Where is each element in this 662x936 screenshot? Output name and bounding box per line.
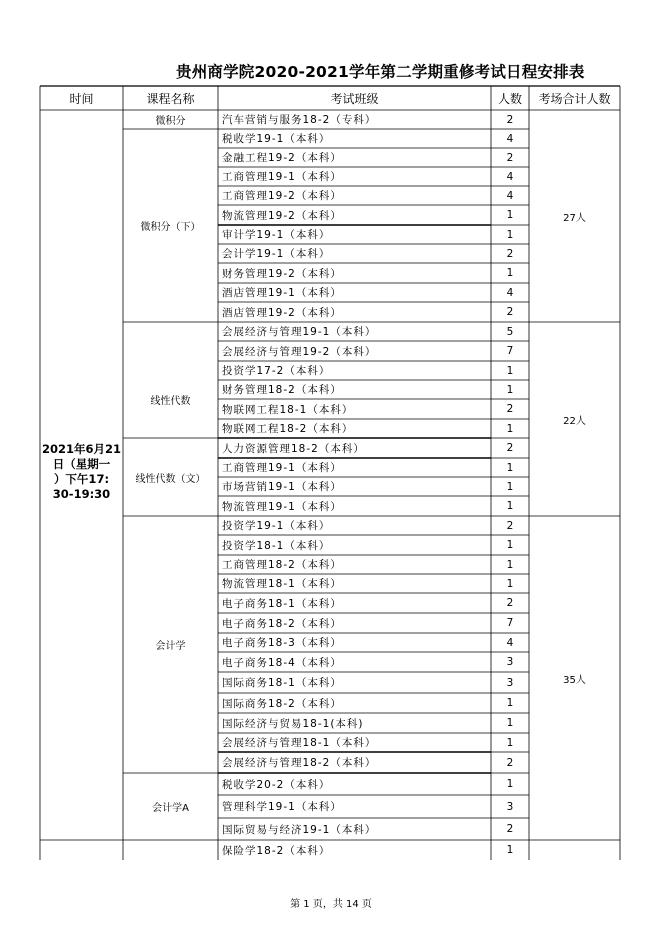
count-cell: 1: [506, 422, 514, 435]
class-cell: 汽车营销与服务18-2（专科）: [222, 114, 377, 126]
page-footer: 第 1 页，共 14 页: [290, 899, 372, 910]
count-cell: 2: [506, 247, 514, 260]
count-cell: 4: [506, 636, 514, 649]
count-cell: 1: [506, 209, 514, 221]
course-name: 会计学: [155, 641, 186, 652]
count-cell: 4: [506, 132, 514, 145]
room-total: 27人: [563, 212, 586, 224]
count-cell: 3: [506, 676, 514, 689]
class-cell: 审计学19-1（本科）: [222, 229, 331, 241]
class-cell: 投资学19-1（本科）: [222, 520, 331, 532]
count-cell: 1: [506, 778, 514, 790]
class-cell: 工商管理18-2（本科）: [222, 559, 342, 571]
count-cell: 1: [506, 539, 514, 551]
count-cell: 5: [506, 325, 514, 338]
column-header: 时间: [69, 91, 94, 106]
class-cell: 物联网工程18-1（本科）: [222, 403, 354, 416]
count-cell: 1: [506, 500, 514, 512]
class-cell: 金融工程19-2（本科）: [222, 152, 342, 164]
count-cell: 1: [506, 267, 514, 279]
class-cell: 税收学20-2（本科）: [222, 778, 331, 791]
course-name: 线性代数: [150, 396, 191, 407]
time-line: ）下午17:: [53, 472, 110, 486]
count-cell: 2: [506, 403, 514, 415]
count-cell: 2: [506, 519, 514, 532]
class-cell: 国际商务18-2（本科）: [222, 697, 342, 710]
column-header: 考场合计人数: [538, 91, 611, 106]
count-cell: 2: [506, 442, 514, 454]
count-cell: 7: [506, 617, 514, 629]
count-cell: 1: [506, 844, 514, 856]
class-cell: 税收学19-1（本科）: [222, 133, 331, 145]
count-cell: 2: [506, 823, 514, 835]
count-cell: 4: [506, 286, 514, 299]
count-cell: 1: [506, 228, 514, 241]
class-cell: 国际贸易与经济19-1（本科）: [222, 823, 377, 836]
class-cell: 市场营销19-1（本科）: [222, 481, 342, 493]
time-slot: [40, 442, 123, 502]
count-cell: 2: [506, 113, 514, 126]
course-name: 微积分: [155, 116, 186, 127]
room-total: 22人: [563, 415, 586, 427]
count-cell: 4: [506, 170, 514, 183]
count-cell: 1: [506, 383, 514, 396]
class-cell: 投资学17-2（本科）: [222, 365, 331, 377]
class-cell: 工商管理19-1（本科）: [222, 462, 342, 474]
count-cell: 1: [506, 558, 514, 571]
class-cell: 会展经济与管理18-1（本科）: [222, 737, 377, 749]
count-cell: 1: [506, 480, 514, 493]
count-cell: 1: [506, 736, 514, 749]
count-cell: 4: [506, 189, 514, 202]
count-cell: 1: [506, 461, 514, 474]
count-cell: 3: [506, 800, 514, 813]
count-cell: 1: [506, 364, 514, 377]
time-line: 30-19:30: [52, 487, 111, 501]
class-cell: 投资学18-1（本科）: [222, 539, 331, 552]
class-cell: 电子商务18-1（本科）: [222, 597, 342, 610]
class-cell: 管理科学19-1（本科）: [222, 801, 342, 813]
count-cell: 2: [506, 151, 514, 164]
column-header: 考试班级: [330, 91, 379, 106]
class-cell: 财务管理18-2（本科）: [222, 384, 342, 396]
column-header: 人数: [497, 91, 522, 106]
count-cell: 1: [506, 697, 514, 709]
count-cell: 3: [506, 656, 514, 668]
column-header: 课程名称: [146, 91, 195, 106]
class-cell: 人力资源管理18-2（本科）: [222, 442, 365, 455]
class-cell: 物联网工程18-2（本科）: [222, 423, 354, 435]
count-cell: 2: [506, 756, 514, 769]
room-total: 35人: [563, 674, 586, 686]
class-cell: 会展经济与管理18-2（本科）: [222, 757, 377, 769]
class-cell: 会展经济与管理19-1（本科）: [222, 326, 377, 338]
class-cell: 会计学19-1（本科）: [222, 248, 331, 260]
class-cell: 物流管理18-1（本科）: [222, 578, 342, 590]
course-name: 微积分（下）: [140, 222, 201, 233]
count-cell: 2: [506, 597, 514, 609]
class-cell: 会展经济与管理19-2（本科）: [222, 345, 377, 358]
page-title: 贵州商学院2020-2021学年第二学期重修考试日程安排表: [176, 63, 585, 81]
class-cell: 电子商务18-4（本科）: [222, 656, 342, 669]
count-cell: 2: [506, 306, 514, 318]
class-cell: 国际经济与贸易18-1(本科): [222, 717, 364, 730]
class-cell: 工商管理19-2（本科）: [222, 190, 342, 202]
class-cell: 酒店管理19-1（本科）: [222, 287, 342, 299]
class-cell: 物流管理19-1（本科）: [222, 500, 342, 513]
time-line: 日（星期一: [52, 457, 111, 471]
count-cell: 1: [506, 717, 514, 729]
count-cell: 7: [506, 345, 514, 357]
class-cell: 物流管理19-2（本科）: [222, 209, 342, 222]
class-cell: 国际商务18-1（本科）: [222, 677, 342, 689]
class-cell: 工商管理19-1（本科）: [222, 171, 342, 183]
course-name: 线性代数（文）: [135, 473, 206, 485]
class-cell: 财务管理19-2（本科）: [222, 267, 342, 280]
count-cell: 1: [506, 577, 514, 590]
class-cell: 电子商务18-3（本科）: [222, 637, 342, 649]
course-name: 会计学A: [152, 803, 189, 814]
class-cell: 酒店管理19-2（本科）: [222, 306, 342, 319]
class-cell: 保险学18-2（本科）: [222, 844, 331, 857]
class-cell: 电子商务18-2（本科）: [222, 617, 342, 630]
time-line: 2021年6月21: [41, 442, 121, 456]
